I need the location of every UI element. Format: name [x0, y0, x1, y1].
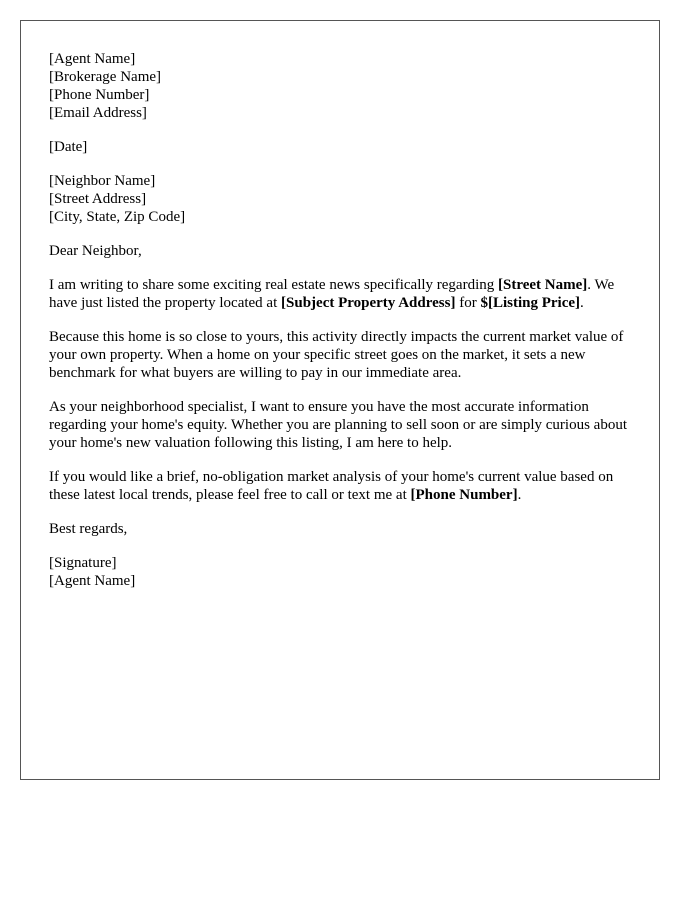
recipient-city-state-zip: [City, State, Zip Code] — [49, 209, 186, 225]
recipient-street-address: [Street Address] — [49, 191, 147, 207]
sender-email-address: [Email Address] — [49, 105, 147, 121]
sender-brokerage-name: [Brokerage Name] — [49, 69, 162, 85]
recipient-neighbor-name: [Neighbor Name] — [49, 173, 156, 189]
paragraph-market-impact: Because this home is so close to yours, this activity directly impacts the current market value of your own property. When a home on your specific street goes on the market, it sets a new benchmark for what buyers are willing to pay in our immediate area. — [49, 329, 624, 381]
letter-date: [Date] — [49, 139, 88, 155]
sender-block — [49, 50, 635, 122]
letter-body — [49, 50, 635, 606]
paragraph4-text-b: . — [517, 487, 522, 503]
listing-price-placeholder: $[Listing Price] — [480, 295, 581, 311]
paragraph1-text-a: I am writing to share some exciting real estate news specifically regarding — [49, 277, 499, 293]
paragraph-neighborhood-specialist: As your neighborhood specialist, I want to ensure you have the most accurate information regarding your home's equity. Whether you are planning to sell soon or are simply curious about your home's new valuation following this listing, I am here to help. — [49, 399, 627, 451]
salutation: Dear Neighbor, — [49, 243, 142, 259]
signature-block — [49, 554, 635, 590]
paragraph-listing-news — [49, 276, 635, 312]
subject-property-address-placeholder: [Subject Property Address] — [281, 295, 456, 311]
sender-phone-number: [Phone Number] — [49, 87, 150, 103]
paragraph1-text-d: . — [580, 295, 584, 311]
sender-agent-name: [Agent Name] — [49, 51, 136, 67]
date-block — [49, 138, 635, 156]
recipient-block — [49, 172, 635, 226]
letter-page — [20, 20, 660, 780]
paragraph-market-analysis-offer — [49, 468, 635, 504]
paragraph1-text-c: for — [455, 295, 481, 311]
closing: Best regards, — [49, 521, 128, 537]
phone-number-placeholder: [Phone Number] — [410, 487, 518, 503]
signature-agent-name: [Agent Name] — [49, 573, 136, 589]
street-name-placeholder: [Street Name] — [498, 277, 588, 293]
paragraph4-text-a: If you would like a brief, no-obligation market analysis of your home's current value based on these latest local trends, please feel free to call or text me at — [49, 469, 614, 503]
signature-placeholder: [Signature] — [49, 555, 117, 571]
paragraph1-text-b: . We have just listed the property located at — [49, 277, 615, 311]
